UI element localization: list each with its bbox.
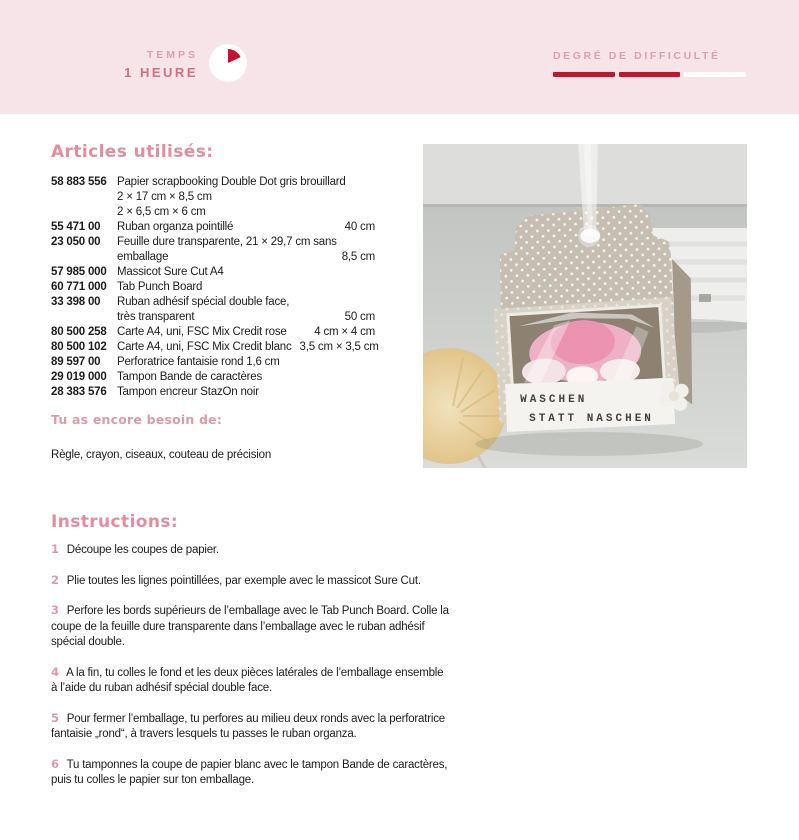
article-line (117, 325, 375, 340)
article-lines (117, 220, 375, 235)
article-line-text: très transparent (117, 311, 195, 323)
article-line (117, 190, 375, 205)
step-text: Plie toutes les lignes pointillées, par exemple avec le massicot Sure Cut. (63, 574, 421, 587)
article-item (51, 220, 375, 235)
article-line (117, 220, 375, 235)
article-line (117, 280, 375, 295)
article-line (117, 250, 375, 265)
clock-icon (209, 44, 247, 82)
step-number: 6 (51, 756, 59, 771)
article-lines (117, 355, 375, 370)
article-line (117, 205, 375, 220)
articles-heading: Articles utilisés: (51, 142, 214, 162)
step-number: 4 (51, 664, 59, 679)
article-item (51, 370, 375, 385)
article-line-text: Tampon Bande de caractères (117, 371, 263, 383)
article-number: 89 597 00 (51, 356, 101, 368)
step-number: 2 (51, 572, 59, 587)
step-text: Découpe les coupes de papier. (63, 544, 219, 556)
step-text: Tu tamponnes la coupe de papier blanc avec le tampon Bande de caractères, puis tu colles le papier sur ton emballage. (51, 758, 448, 786)
article-number: 80 500 102 (51, 341, 107, 353)
article-line-text: 2 × 17 cm × 8,5 cm (117, 191, 212, 203)
article-lines (117, 370, 375, 385)
article-line (117, 265, 375, 280)
article-number: 33 398 00 (51, 296, 101, 308)
article-line (117, 175, 375, 190)
article-line-text: Ruban adhésif spécial double face, (117, 296, 290, 308)
also-needed-heading: Tu as encore besoin de: (51, 412, 223, 427)
difficulty-block (553, 50, 746, 77)
article-lines (117, 175, 375, 220)
photo-label-line2: STATT NASCHEN (529, 412, 654, 425)
article-item (51, 265, 375, 280)
article-lines (117, 295, 375, 325)
article-number: 29 019 000 (51, 371, 107, 383)
step-text: Perfore les bords supérieurs de l’emballage avec le Tab Punch Board. Colle la coupe de la feuille dure transparente dans l’emballage avec le ruban adhésif spécial double. (51, 605, 449, 648)
article-line-text: Carte A4, uni, FSC Mix Credit rose (117, 326, 287, 338)
article-line (117, 370, 375, 385)
time-value: 1 HEURE (124, 65, 198, 80)
article-lines (117, 235, 375, 265)
article-number: 55 471 00 (51, 221, 101, 233)
article-item (51, 235, 375, 265)
stamped-label (505, 378, 675, 432)
article-item (51, 280, 375, 295)
difficulty-bar (619, 72, 681, 77)
also-needed-text: Règle, crayon, ciseaux, couteau de précision (51, 449, 272, 461)
difficulty-meter (553, 72, 746, 77)
photo-label-line1: WASCHEN (520, 393, 588, 406)
article-line-text: Carte A4, uni, FSC Mix Credit blanc (117, 341, 292, 353)
article-line-text: 2 × 6,5 cm × 6 cm (117, 206, 206, 218)
article-line-qty: 3,5 cm × 3,5 cm (299, 341, 379, 353)
step-text: A la fin, tu colles le fond et les deux pièces latérales de l’emballage ensemble à l’aide du ruban adhésif spécial double face. (51, 666, 444, 694)
box-window (508, 305, 665, 388)
article-lines (117, 340, 379, 355)
article-lines (117, 280, 375, 295)
article-item (51, 385, 375, 400)
article-line (117, 385, 375, 400)
article-number: 60 771 000 (51, 281, 107, 293)
article-item (51, 340, 379, 355)
article-line-text: Tampon encreur StazOn noir (117, 386, 259, 398)
step-text: Pour fermer l’emballage, tu perfores au milieu deux ronds avec la perforatrice fantaisie „rond“, à travers lesquels tu passes le ruban organza. (51, 712, 445, 740)
step-number: 1 (51, 542, 59, 556)
difficulty-bar (553, 72, 615, 77)
article-item (51, 295, 375, 325)
article-line-text: Massicot Sure Cut A4 (117, 266, 224, 278)
article-line-text: Feuille dure transparente, 21 × 29,7 cm sans (117, 236, 337, 248)
article-number: 80 500 258 (51, 326, 107, 338)
article-line-text: Papier scrapbooking Double Dot gris brouillard (117, 176, 346, 188)
step-number: 5 (51, 710, 59, 725)
instructions-list (51, 542, 451, 803)
article-line-text: emballage (117, 251, 169, 263)
difficulty-bar (684, 72, 746, 77)
instruction-step (51, 573, 451, 590)
article-number: 57 985 000 (51, 266, 107, 278)
article-number: 23 050 00 (51, 236, 101, 248)
article-line-qty: 40 cm (344, 221, 375, 233)
instructions-heading: Instructions: (51, 512, 179, 532)
article-number: 28 383 576 (51, 386, 107, 398)
header-band (0, 0, 799, 114)
article-line-qty: 50 cm (344, 311, 375, 323)
step-number: 3 (51, 603, 59, 617)
instruction-step (51, 665, 451, 697)
article-line (117, 355, 375, 370)
instruction-step (51, 603, 451, 651)
article-line (117, 295, 375, 310)
product-photo (423, 144, 747, 468)
time-block (88, 49, 198, 80)
article-line-text: Tab Punch Board (117, 281, 203, 293)
article-item (51, 175, 375, 220)
article-lines (117, 385, 375, 400)
article-line-text: Ruban organza pointillé (117, 221, 234, 233)
time-label: TEMPS (146, 49, 198, 61)
difficulty-label: DEGRÉ DE DIFFICULTÉ (553, 50, 721, 62)
article-item (51, 325, 375, 340)
article-line-qty: 4 cm × 4 cm (314, 326, 375, 338)
article-line-text: Perforatrice fantaisie rond 1,6 cm (117, 356, 280, 368)
instruction-step (51, 711, 451, 743)
article-number: 58 883 556 (51, 176, 107, 188)
article-line (117, 310, 375, 325)
articles-table (51, 175, 379, 400)
instruction-step (51, 542, 451, 559)
instruction-step (51, 757, 451, 789)
article-line (117, 340, 379, 355)
article-line-qty: 8,5 cm (341, 251, 375, 263)
article-item (51, 355, 375, 370)
article-line (117, 235, 375, 250)
article-lines (117, 325, 375, 340)
article-lines (117, 265, 375, 280)
